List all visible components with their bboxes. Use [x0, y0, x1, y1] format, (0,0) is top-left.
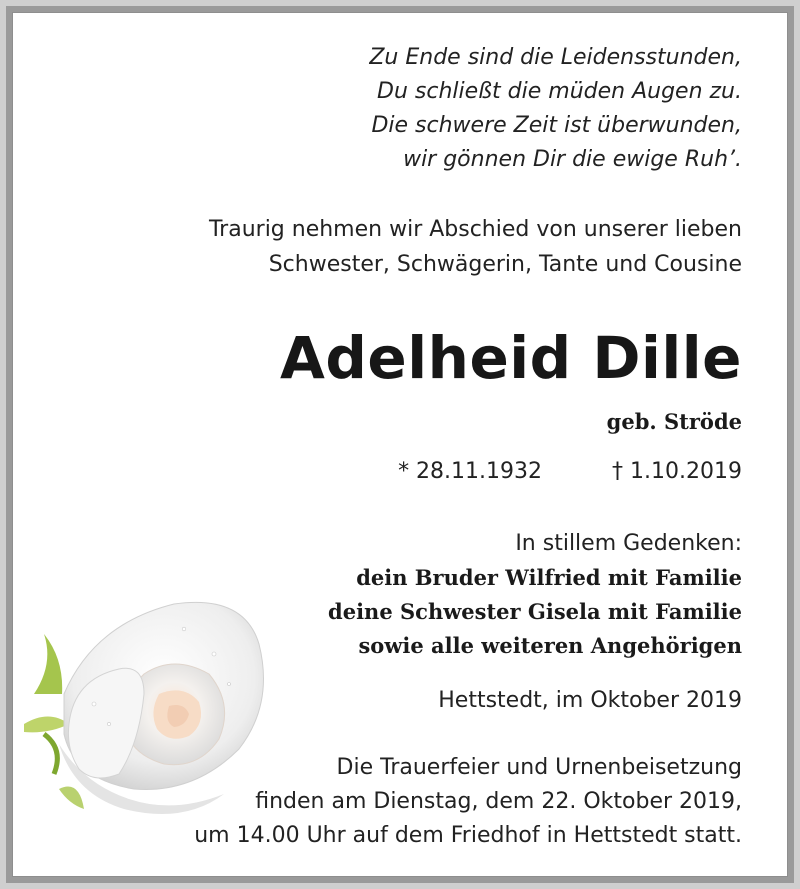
birth-date: * 28.11.1932 [398, 459, 543, 484]
death-date: † 1.10.2019 [612, 459, 742, 484]
ceremony-line: Die Trauerfeier und Urnenbeisetzung [336, 755, 742, 780]
intro-line: Schwester, Schwägerin, Tante und Cousine [268, 252, 742, 277]
verse-line: Die schwere Zeit ist überwunden, [371, 113, 742, 138]
deceased-name: Adelheid Dille [280, 324, 742, 392]
maiden-name: geb. Ströde [606, 409, 742, 434]
mourners-heading: In stillem Gedenken: [515, 531, 742, 556]
mourner-line: dein Bruder Wilfried mit Familie [356, 565, 742, 590]
verse-line: Du schließt die müden Augen zu. [377, 79, 742, 104]
mourner-line: sowie alle weiteren Angehörigen [358, 633, 742, 658]
verse-line: Zu Ende sind die Leidensstunden, [369, 45, 742, 70]
white-rose-icon [24, 584, 294, 854]
mourner-line: deine Schwester Gisela mit Familie [328, 599, 742, 624]
verse-line: wir gönnen Dir die ewige Ruh’. [403, 147, 742, 172]
intro-line: Traurig nehmen wir Abschied von unserer lieben [208, 217, 742, 242]
ceremony-line: finden am Dienstag, dem 22. Oktober 2019, [255, 789, 742, 814]
ceremony-line: um 14.00 Uhr auf dem Friedhof in Hettstedt statt. [194, 823, 742, 848]
obituary-card [12, 12, 788, 877]
place-date: Hettstedt, im Oktober 2019 [438, 688, 742, 713]
life-dates [398, 459, 742, 484]
